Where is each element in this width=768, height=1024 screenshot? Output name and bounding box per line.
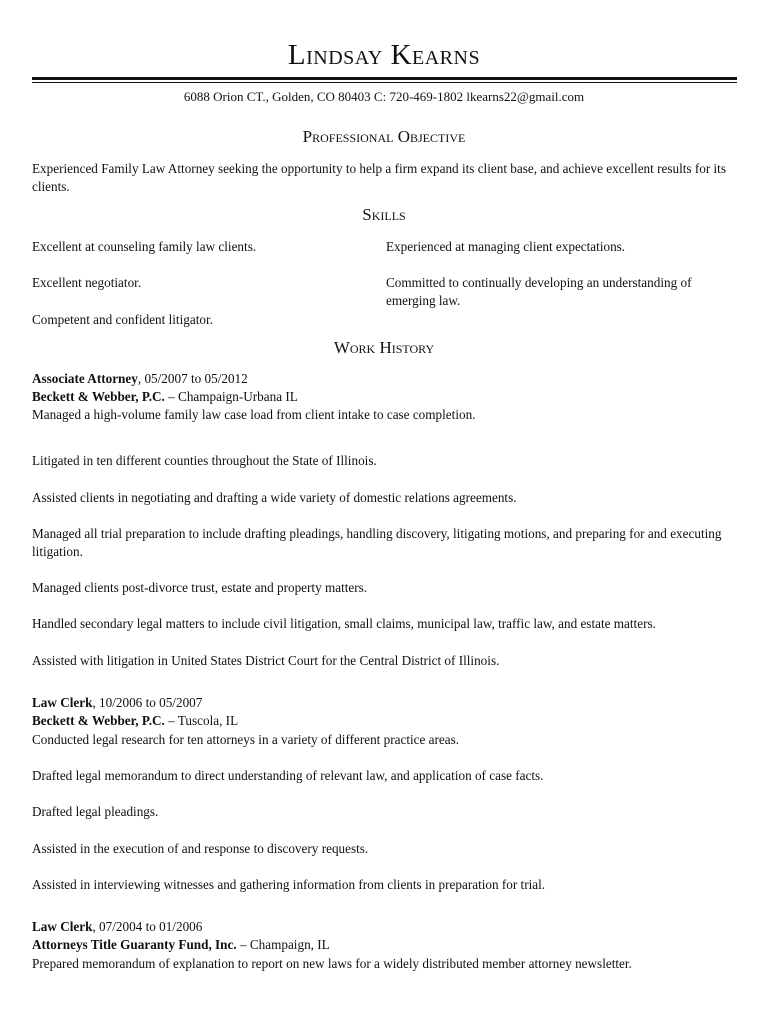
contact-line: 6088 Orion CT., Golden, CO 80403 C: 720-469-1802 lkearns22@gmail.com <box>183 89 585 104</box>
job-role: Law Clerk <box>32 919 93 934</box>
job-duty: Conducted legal research for ten attorneys in a variety of different practice areas. <box>32 732 460 747</box>
job-duty: Prepared memorandum of explanation to report on new laws for a widely distributed member attorney newsletter. <box>32 956 632 971</box>
objective-text: Experienced Family Law Attorney seeking the opportunity to help a firm expand its client base, and achieve excellent results for its clients. <box>32 161 726 194</box>
job-company: Beckett & Webber, P.C. <box>32 713 165 728</box>
skill-item: Committed to continually developing an understanding of emerging law. <box>386 275 692 308</box>
job-duty: Assisted in the execution of and response to discovery requests. <box>32 841 369 856</box>
job-duty: Drafted legal memorandum to direct understanding of relevant law, and application of case facts. <box>32 768 544 783</box>
job-dates: , 07/2004 to 01/2006 <box>92 919 203 934</box>
skill-item: Competent and confident litigator. <box>32 312 213 327</box>
header-rule-thick <box>32 77 737 80</box>
job-location: – Tuscola, IL <box>164 713 239 728</box>
job-company: Attorneys Title Guaranty Fund, Inc. <box>32 937 237 952</box>
job-company-line <box>32 936 742 954</box>
job-title-line <box>32 370 742 388</box>
candidate-name: Lindsay Kearns <box>287 39 481 71</box>
job-company: Beckett & Webber, P.C. <box>32 389 165 404</box>
job-duty: Assisted in interviewing witnesses and gathering information from clients in preparation for trial. <box>32 877 546 892</box>
skill-item: Excellent at counseling family law clients. <box>32 239 257 254</box>
objective-heading: Professional Objective <box>302 127 466 146</box>
job-duty: Managed a high-volume family law case load from client intake to case completion. <box>32 407 476 422</box>
work-history-heading: Work History <box>333 338 435 357</box>
skill-item: Experienced at managing client expectations. <box>386 239 626 254</box>
job-location: – Champaign, IL <box>236 937 330 952</box>
job-duty: Managed all trial preparation to include drafting pleadings, handling discovery, litigating motions, and preparing for and executing litigation. <box>32 526 722 559</box>
job-duty: Managed clients post-divorce trust, estate and property matters. <box>32 580 368 595</box>
job-duty: Drafted legal pleadings. <box>32 804 159 819</box>
job-role: Associate Attorney <box>32 371 138 386</box>
job-company-line <box>32 388 742 406</box>
job-role: Law Clerk <box>32 695 93 710</box>
job-dates: , 10/2006 to 05/2007 <box>92 695 203 710</box>
header-rule-thin <box>32 82 737 83</box>
job-duty: Assisted with litigation in United States District Court for the Central District of Illinois. <box>32 653 500 668</box>
skill-item: Excellent negotiator. <box>32 275 142 290</box>
job-title-line <box>32 918 742 936</box>
job-duty: Handled secondary legal matters to include civil litigation, small claims, municipal law, traffic law, and estate matters. <box>32 616 656 631</box>
job-dates: , 05/2007 to 05/2012 <box>137 371 248 386</box>
job-duty: Litigated in ten different counties throughout the State of Illinois. <box>32 453 377 468</box>
job-location: – Champaign-Urbana IL <box>164 389 298 404</box>
job-duty: Assisted clients in negotiating and drafting a wide variety of domestic relations agreements. <box>32 490 517 505</box>
skills-heading: Skills <box>362 205 406 224</box>
job-company-line <box>32 712 742 730</box>
job-title-line <box>32 694 742 712</box>
